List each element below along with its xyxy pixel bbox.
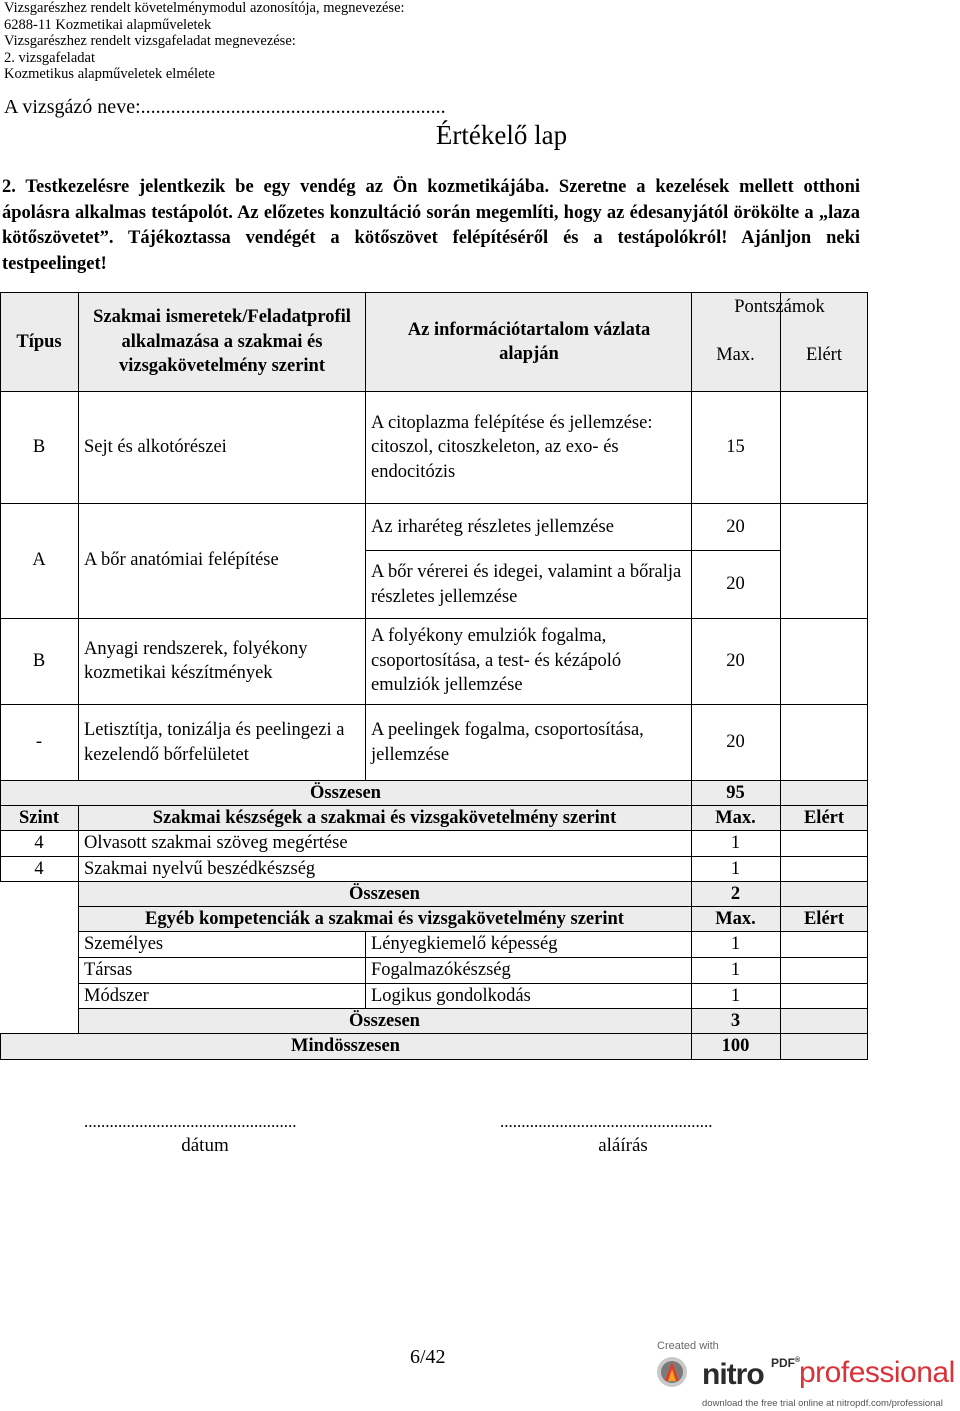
skill-max: 1 [730,832,741,853]
comp-category: Személyes [84,933,164,954]
header-line: Vizsgarészhez rendelt vizsgafeladat megnevezése: [4,33,296,49]
col-header-elert: Elért [806,344,842,365]
comp-header-max: Max. [715,908,756,929]
comp-name: Logikus gondolkodás [371,985,531,1006]
page-title: Értékelő lap [435,120,568,150]
header-line: 6288-11 Kozmetikai alapműveletek [4,16,212,33]
watermark-brand: nitro [702,1358,764,1391]
header-line: Kozmetikus alapműveletek elmélete [4,66,215,82]
watermark-edition: professional [799,1356,955,1389]
task-description: 2. Testkezelésre jelentkezik be egy vendég az Ön kozmetikájába. Szeretne a kezelések mellett otthoni ápolásra alkalmas testápolót. Az előzetes konzultáció során megemlíti, hogy az édesanyjától örökölte a „laza kötőszövetet”. Tájékoztassa vendégét a kötőszövet felépítéséről és a testápolókról! Ajánljon neki testpeelinget! [2,177,860,274]
row-max: 20 [726,516,745,537]
col-header-max: Max. [716,344,755,365]
watermark-download-text: download the free trial online at nitropdf.com/professional [702,1398,943,1409]
skill-level: 4 [34,832,44,853]
row-type: B [32,650,46,671]
skill-name: Olvasott szakmai szöveg megértése [84,832,348,853]
row-max: 20 [726,650,745,671]
comp-header-title: Egyéb kompetenciák a szakmai és vizsgakövetelmény szerint [145,908,624,929]
row-profile: Sejt és alkotórészei [84,437,227,458]
comp-max: 1 [730,985,741,1006]
row-type: B [32,437,46,458]
total-label: Összesen [349,1010,420,1031]
total-label: Összesen [349,883,420,904]
comp-max: 1 [730,959,741,980]
col-header-tipus: Típus [16,331,62,352]
row-info: A peelingek fogalma, csoportosítása, jellemzése [371,720,644,765]
header-line: Vizsgarészhez rendelt követelménymodul azonosítója, megnevezése: [4,0,405,16]
col-header-profil: Szakmai ismeretek/Feladatprofil alkalmazása a szakmai és vizsgakövetelmény szerint [93,307,351,377]
comp-category: Társas [84,959,133,980]
row-profile: Anyagi rendszerek, folyékony kozmetikai készítmények [84,638,308,683]
skill-name: Szakmai nyelvű beszédkészség [84,858,316,879]
total-value: 3 [730,1010,741,1031]
row-info: A bőr vérerei és idegei, valamint a bőralja részletes jellemzése [371,562,682,607]
skill-max: 1 [730,858,741,879]
row-info: A folyékony emulziók fogalma, csoportosítása, a test- és kézápoló emulziók jellemzése [371,626,622,696]
nitro-logo-icon [656,1354,688,1388]
row-type: A [32,550,46,571]
date-dotted-line: .................................................. [84,1112,297,1131]
grand-total-value: 100 [721,1036,750,1057]
comp-max: 1 [730,933,741,954]
signature-dotted-line: .................................................. [500,1112,713,1131]
nitro-watermark [654,1340,960,1411]
skills-header-szint: Szint [18,807,60,828]
row-profile: A bőr anatómiai felépítése [84,550,279,571]
comp-category: Módszer [84,985,149,1006]
document-header [4,0,405,83]
skills-header-title: Szakmai készségek a szakmai és vizsgakövetelmény szerint [152,807,617,828]
grand-total-label: Mindösszesen [291,1036,400,1057]
date-label: dátum [181,1135,229,1156]
skills-header-elert: Elért [803,807,845,828]
skill-level: 4 [34,858,44,879]
col-header-info: Az információtartalom vázlata alapján [407,319,651,364]
row-max: 20 [726,574,745,595]
watermark-pdf: PDF® [771,1356,801,1370]
page-number: 6/42 [410,1346,446,1368]
row-max: 20 [726,732,745,753]
row-info: A citoplazma felépítése és jellemzése: citoszol, citoszkeleton, az exo- és endocitózis [371,412,653,482]
comp-header-elert: Elért [803,908,845,929]
total-value: 2 [730,883,741,904]
skills-header-max: Max. [715,807,756,828]
comp-name: Fogalmazókészség [371,959,511,980]
total-label: Összesen [310,782,381,803]
row-profile: Letisztítja, tonizálja és peelingezi a kezelendő bőrfelületet [84,720,345,765]
row-max: 15 [726,437,745,458]
row-type: - [35,732,43,753]
examinee-name-line: A vizsgázó neve:............................................................. [4,96,446,118]
signature-label: aláírás [598,1135,648,1156]
col-header-pontszamok: Pontszámok [734,296,825,317]
total-value: 95 [726,782,745,803]
comp-name: Lényegkiemelő képesség [371,933,558,954]
header-line: 2. vizsgafeladat [4,49,95,66]
row-info: Az irharéteg részletes jellemzése [371,516,614,537]
watermark-created-with: Created with [657,1340,719,1352]
